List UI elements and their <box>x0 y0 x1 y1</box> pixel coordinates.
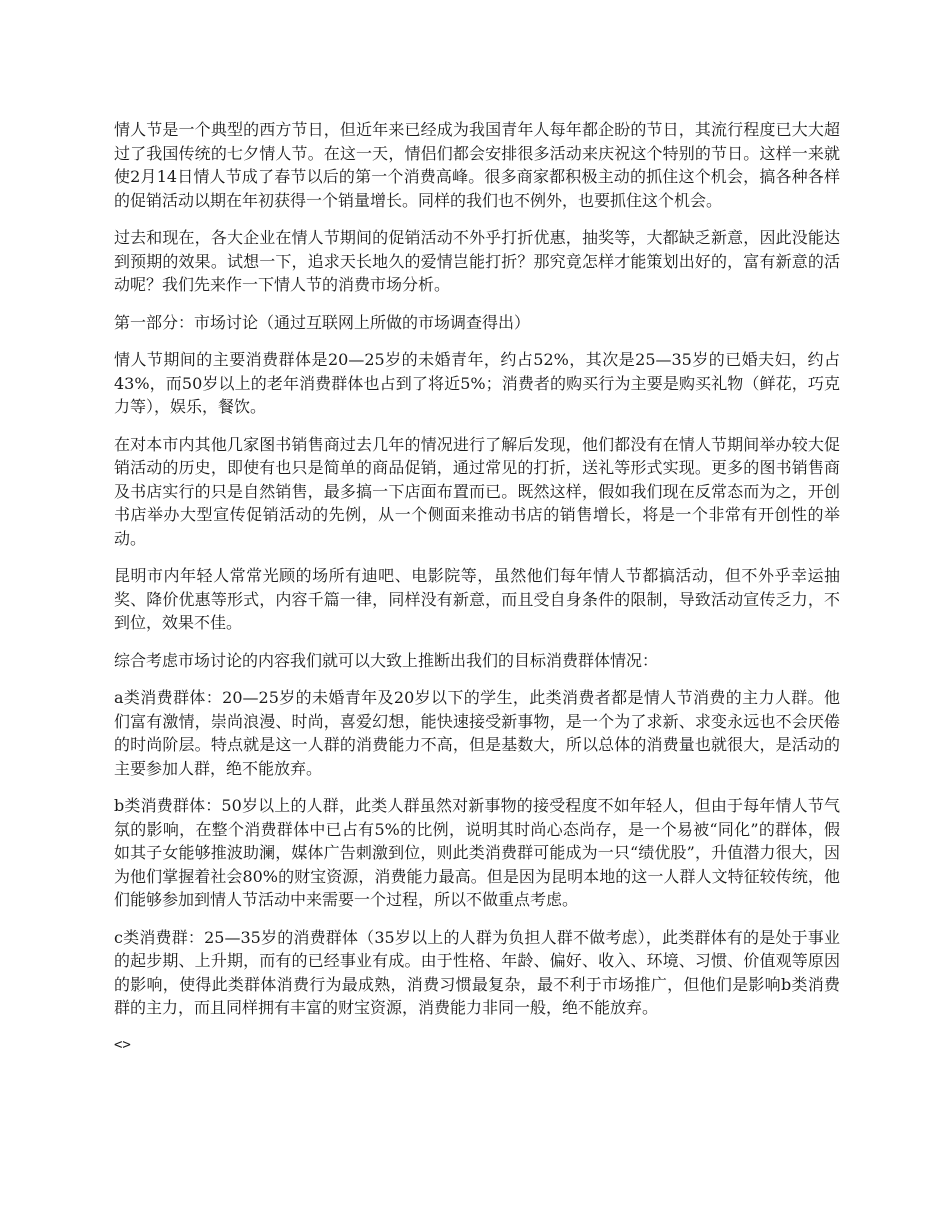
paragraph-intro: 情人节是一个典型的西方节日，但近年来已经成为我国青年人每年都企盼的节日，其流行程度已大大超过了我国传统的七夕情人节。在这一天，情侣们都会安排很多活动来庆祝这个特别的节日。这样一来就使2月14日情人节成了春节以后的第一个消费高峰。很多商家都积极主动的抓住这个机会，搞各种各样的促销活动以期在年初获得一个销量增长。同样的我们也不例外，也要抓住这个机会。 <box>114 120 840 210</box>
paragraph-main-consumers: 情人节期间的主要消费群体是20—25岁的未婚青年，约占52%，其次是25—35岁的已婚夫妇，约占43%，而50岁以上的老年消费群体也占到了将近5%；消费者的购买行为主要是购买礼物（鲜花，巧克力等），娱乐，餐饮。 <box>114 350 840 416</box>
paragraph-bookseller-survey: 在对本市内其他几家图书销售商过去几年的情况进行了解后发现，他们都没有在情人节期间举办较大促销活动的历史，即使有也只是简单的商品促销，通过常见的打折，送礼等形式实现。更多的图书销售商及书店实行的只是自然销售，最多搞一下店面布置而已。既然这样，假如我们现在反常态而为之，开创书店举办大型宣传促销活动的先例，从一个侧面来推动书店的销售增长，将是一个非常有开创性的举动。 <box>114 434 840 548</box>
paragraph-kunming-venues: 昆明市内年轻人常常光顾的场所有迪吧、电影院等，虽然他们每年情人节都搞活动，但不外乎幸运抽奖、降价优惠等形式，内容千篇一律，同样没有新意，而且受自身条件的限制，导致活动宣传乏力，不到位，效果不佳。 <box>114 566 840 632</box>
section-heading-market-discussion: 第一部分：市场讨论（通过互联网上所做的市场调查得出） <box>114 312 531 332</box>
paragraph-past-and-present: 过去和现在，各大企业在情人节期间的促销活动不外乎打折优惠，抽奖等，大都缺乏新意，因此没能达到预期的效果。试想一下，追求天长地久的爱情岂能打折？那究竟怎样才能策划出好的，富有新意的活动呢？我们先来作一下情人节的消费市场分析。 <box>114 228 840 294</box>
paragraph-group-b: b类消费群体：50岁以上的人群，此类人群虽然对新事物的接受程度不如年轻人，但由于每年情人节气氛的影响，在整个消费群体中已占有5%的比例，说明其时尚心态尚存，是一个易被“同化”的群体，假如其子女能够推波助澜，媒体广告刺激到位，则此类消费群可能成为一只“绩优股”，升值潜力很大，因为他们掌握着社会80%的财宝资源，消费能力最高。但是因为昆明本地的这一人群人文特征较传统，他们能够参加到情人节活动中来需要一个过程，所以不做重点考虑。 <box>114 796 840 909</box>
document-body <box>114 118 840 1071</box>
trailing-marker: <> <box>114 1036 131 1053</box>
paragraph-group-a: a类消费群体：20—25岁的未婚青年及20岁以下的学生，此类消费者都是情人节消费的主力人群。他们富有激情，崇尚浪漫、时尚，喜爱幻想，能快速接受新事物，是一个为了求新、求变永远也不会厌倦的时尚阶层。特点就是这一人群的消费能力不高，但是基数大，所以总体的消费量也就很大，是活动的主要参加人群，绝不能放弃。 <box>114 688 840 778</box>
paragraph-group-c: c类消费群：25—35岁的消费群体（35岁以上的人群为负担人群不做考虑），此类群体有的是处于事业的起步期、上升期，而有的已经事业有成。由于性格、年龄、偏好、收入、环境、习惯、价值观等原因的影响，使得此类群体消费行为最成熟，消费习惯最复杂，最不利于市场推广，但他们是影响b类消费群的主力，而且同样拥有丰富的财宝资源，消费能力非同一般，绝不能放弃。 <box>114 927 840 1017</box>
paragraph-target-summary: 综合考虑市场讨论的内容我们就可以大致上推断出我们的目标消费群体情况： <box>114 650 659 670</box>
